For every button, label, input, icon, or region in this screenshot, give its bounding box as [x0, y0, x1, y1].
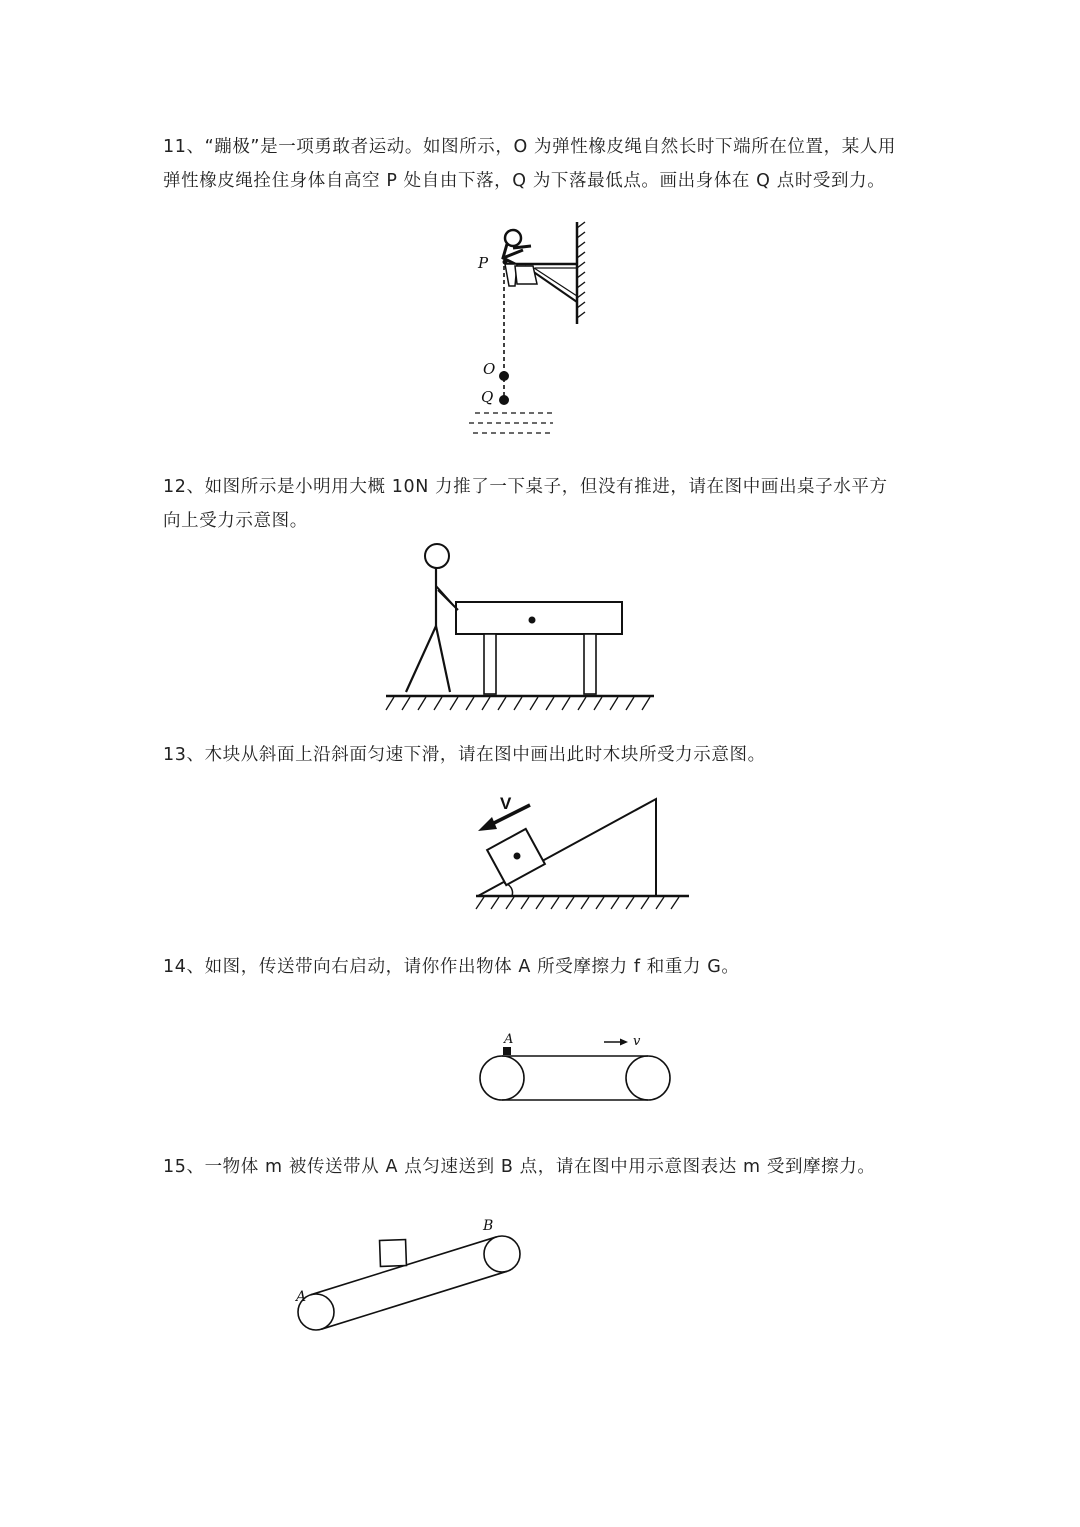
question-11	[163, 130, 923, 198]
question-12	[163, 470, 923, 538]
label-v: V	[500, 794, 512, 813]
label-p: P	[478, 254, 489, 272]
label-a: A	[296, 1289, 307, 1305]
question-13-line-1: 13、木块从斜面上沿斜面匀速下滑，请在图中画出此时木块所受力示意图。	[163, 745, 766, 765]
label-o: O	[483, 360, 496, 378]
bungee-figure	[455, 220, 595, 440]
incline-figure	[470, 785, 695, 920]
horizontal-conveyor-figure	[470, 1025, 685, 1115]
label-q: Q	[481, 388, 494, 406]
question-11-line-1: 11、“蹦极”是一项勇敢者运动。如图所示，O 为弹性橡皮绳自然长时下端所在位置，某人用	[163, 137, 897, 157]
label-b: B	[483, 1218, 494, 1234]
question-12-line-2: 向上受力示意图。	[163, 511, 308, 531]
question-14-line-1: 14、如图，传送带向右启动，请你作出物体 A 所受摩擦力 f 和重力 G。	[163, 957, 740, 977]
question-11-line-2: 弹性橡皮绳拴住身体自高空 P 处自由下落，Q 为下落最低点。画出身体在 Q 点时受到力。	[163, 171, 886, 191]
question-12-line-1: 12、如图所示是小明用大概 10N 力推了一下桌子，但没有推进，请在图中画出桌子水平方	[163, 477, 888, 497]
push-table-figure	[380, 540, 660, 715]
question-15	[163, 1150, 923, 1184]
question-14	[163, 950, 923, 984]
label-v: v	[633, 1034, 641, 1049]
inclined-conveyor-figure	[280, 1210, 530, 1340]
question-13	[163, 738, 923, 772]
label-a: A	[504, 1032, 514, 1047]
question-15-line-1: 15、一物体 m 被传送带从 A 点匀速送到 B 点，请在图中用示意图表达 m 受到摩擦力。	[163, 1157, 876, 1177]
